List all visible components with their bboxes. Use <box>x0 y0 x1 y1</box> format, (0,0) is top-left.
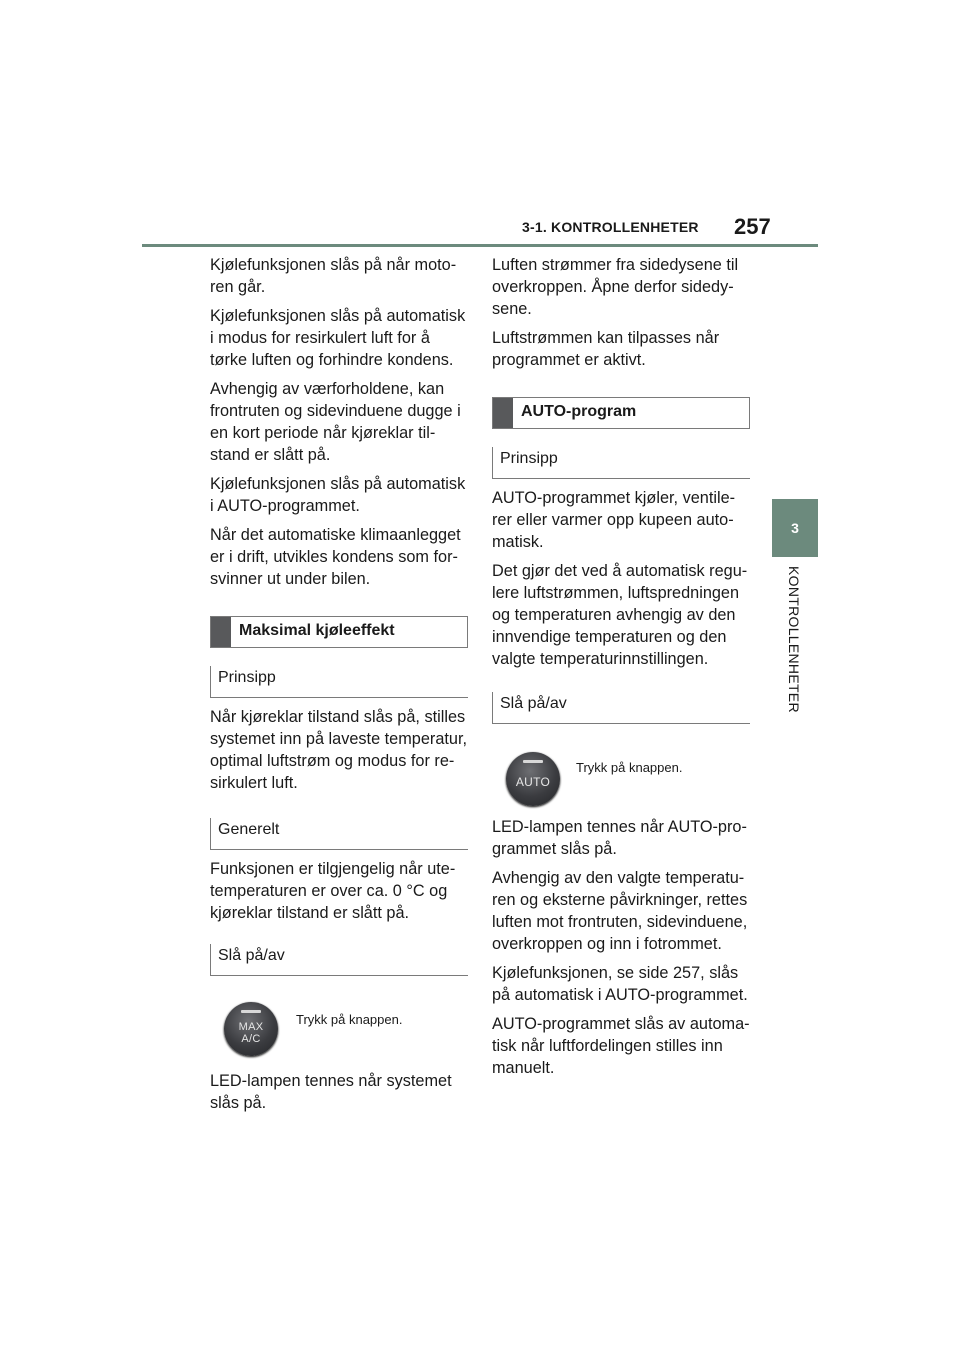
chapter-tab: 3 <box>772 499 818 557</box>
max-ac-button-icon: MAX A/C <box>224 1002 278 1056</box>
chapter-label: KONTROLLENHETER <box>786 566 802 713</box>
max-ac-button-caption: Trykk på knappen. <box>296 1012 403 1027</box>
header-rule <box>142 244 818 247</box>
auto-button-caption: Trykk på knappen. <box>576 760 683 775</box>
running-header-section: 3-1. KONTROLLENHETER <box>522 219 699 235</box>
subheading-onoff: Slå på/av <box>492 692 750 724</box>
right-after-text-3: Kjølefunksjonen, se side 257, slås på automatisk i AUTO-programmet. <box>492 964 748 1004</box>
left-column <box>210 254 468 1121</box>
right-intro-1: Luften strømmer fra sidedysene til overkroppen. Åpne derfor sidedy-sene. <box>492 256 739 318</box>
subheading-general: Generelt <box>210 818 468 850</box>
right-after-text-2: Avhengig av den valgte temperatu-ren og eksterne påvirkninger, rettes luften mot frontruten, sidevinduene, overkroppen og inn i fotrommet. <box>492 869 748 953</box>
left-intro-1: Kjølefunksjonen slås på når moto-ren går. <box>210 256 457 296</box>
subheading-principle: Prinsipp <box>492 447 750 479</box>
max-ac-button-row <box>210 976 468 1070</box>
section-header-max-cooling <box>210 616 468 648</box>
right-after-text-4: AUTO-programmet slås av automa-tisk når luftfordelingen stilles inn manuelt. <box>492 1015 750 1077</box>
left-intro-3: Avhengig av værforholdene, kan frontruten og sidevinduene dugge i en kort periode når kjøreklar til-stand er slått på. <box>210 380 461 464</box>
right-principle-text-1: AUTO-programmet kjøler, ventile-rer eller varmer opp kupeen auto-matisk. <box>492 489 736 551</box>
section-header-bar <box>211 617 231 647</box>
left-intro-5: Når det automatiske klimaanlegget er i drift, utvikles kondens som for-svinner ut under bilen. <box>210 526 461 588</box>
subheading-principle: Prinsipp <box>210 666 468 698</box>
section-title: Maksimal kjøleeffekt <box>239 622 395 639</box>
left-intro-4: Kjølefunksjonen slås på automatisk i AUTO-programmet. <box>210 475 466 515</box>
left-general-text: Funksjonen er tilgjengelig når ute-temperaturen er over ca. 0 °C og kjøreklar tilstand er slått på. <box>210 860 456 922</box>
section-header-bar <box>493 398 513 428</box>
auto-button-row <box>492 724 750 816</box>
right-column <box>492 254 750 1086</box>
subheading-onoff: Slå på/av <box>210 944 468 976</box>
right-intro-2: Luftstrømmen kan tilpasses når programmet er aktivt. <box>492 329 720 369</box>
page-number: 257 <box>734 214 771 239</box>
section-header-auto-program <box>492 397 750 429</box>
left-intro-2: Kjølefunksjonen slås på automatisk i modus for resirkulert luft for å tørke luften og forhindre kondens. <box>210 307 466 369</box>
left-principle-text: Når kjøreklar tilstand slås på, stilles systemet inn på laveste temperatur, optimal luftstrøm og modus for re-sirkulert luft. <box>210 708 468 792</box>
section-title: AUTO-program <box>521 403 637 420</box>
right-after-text-1: LED-lampen tennes når AUTO-pro-grammet slås på. <box>492 818 747 858</box>
left-led-text: LED-lampen tennes når systemet slås på. <box>210 1072 452 1112</box>
right-principle-text-2: Det gjør det ved å automatisk regu-lere luftstrømmen, luftspredningen og temperaturen avhengig av den innvendige temperaturen og den valgte temperaturinnstillingen. <box>492 562 748 668</box>
auto-button-icon: AUTO <box>506 752 560 806</box>
